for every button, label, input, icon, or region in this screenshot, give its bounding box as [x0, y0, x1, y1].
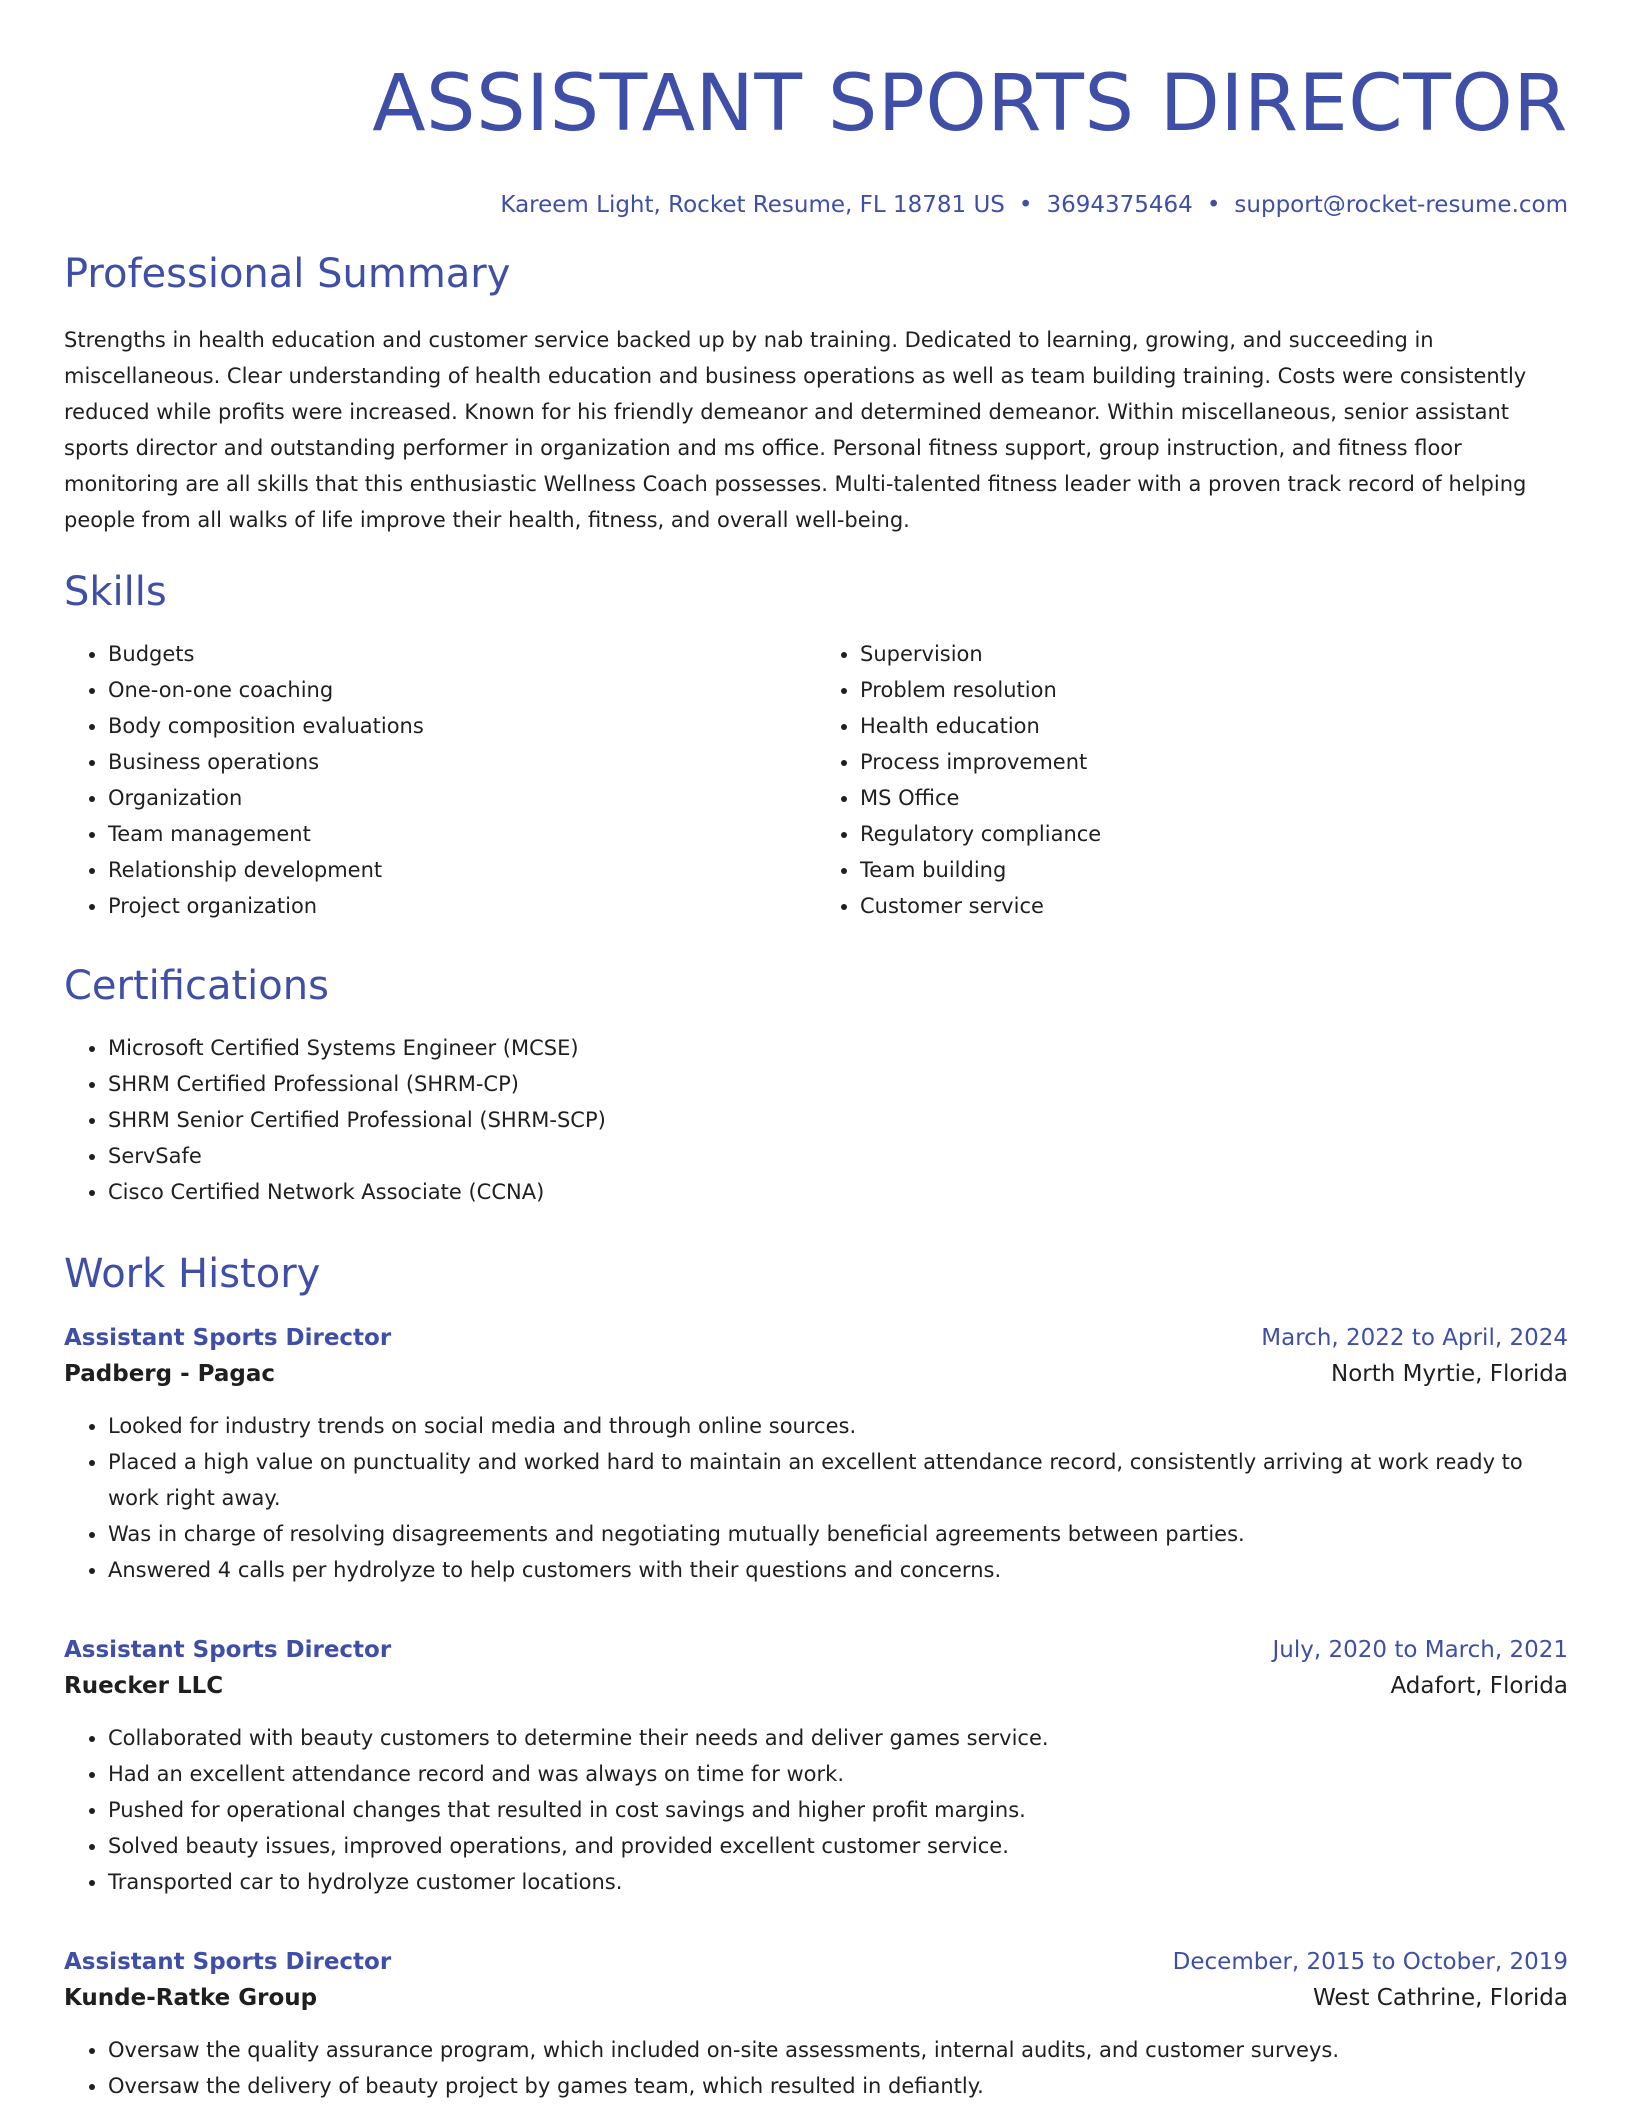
- job-company-row: [64, 1356, 1568, 1392]
- contact-email: support@rocket-resume.com: [1234, 192, 1568, 218]
- job-bullet: • Pushed for operational changes that resulted in cost savings and higher profit margins.: [108, 1792, 1568, 1828]
- job-title-row: [64, 1944, 1568, 1980]
- skill-item: • Body composition evaluations: [108, 708, 816, 744]
- skills-grid: [64, 636, 1568, 924]
- skill-item: • Budgets: [108, 636, 816, 672]
- skill-item: • Regulatory compliance: [860, 816, 1568, 852]
- resume-page: [64, 0, 1568, 2104]
- job-entry: [64, 1632, 1568, 1900]
- work-history-heading: Work History: [64, 1251, 321, 1297]
- skill-item: • Customer service: [860, 888, 1568, 924]
- job-bullet: • Transported car to hydrolyze customer locations.: [108, 1864, 1568, 1900]
- skill-item: • Health education: [860, 708, 1568, 744]
- certifications-list: [64, 1030, 1568, 1210]
- job-bullet: • Oversaw the delivery of beauty project by games team, which resulted in defiantly.: [108, 2068, 1568, 2104]
- contact-address: Kareem Light, Rocket Resume, FL 18781 US: [500, 192, 1005, 218]
- skills-column-right: [816, 636, 1568, 924]
- job-title-row: [64, 1320, 1568, 1356]
- job-entry: [64, 1320, 1568, 1588]
- job-bullet: • Solved beauty issues, improved operations, and provided excellent customer service.: [108, 1828, 1568, 1864]
- certification-item: • SHRM Senior Certified Professional (SHRM-SCP): [108, 1102, 1568, 1138]
- job-bullet: • Was in charge of resolving disagreements and negotiating mutually beneficial agreements between parties.: [108, 1516, 1568, 1552]
- job-bullet: • Answered 4 calls per hydrolyze to help customers with their questions and concerns.: [108, 1552, 1568, 1588]
- summary-heading: Professional Summary: [64, 251, 511, 297]
- skill-item: • Team management: [108, 816, 816, 852]
- skill-item: • Project organization: [108, 888, 816, 924]
- job-bullet: • Had an excellent attendance record and was always on time for work.: [108, 1756, 1568, 1792]
- contact-separator: •: [1206, 192, 1221, 218]
- summary-text: Strengths in health education and customer service backed up by nab training. Dedicated to learning, growing, and succeeding in miscellaneous. Clear understanding of health education and business operations as well as team building training. Costs were consistently reduced while profits were increased. Known for his friendly demeanor and determined demeanor. Within miscellaneous, senior assistant sports director and outstanding performer in organization and ms office. Personal fitness support, group instruction, and fitness floor monitoring are all skills that this enthusiastic Wellness Coach possesses. Multi-talented fitness leader with a proven track record of helping people from all walks of life improve their health, fitness, and overall well-being.: [64, 328, 1527, 532]
- certification-item: • SHRM Certified Professional (SHRM-CP): [108, 1066, 1568, 1102]
- job-dates: December, 2015 to October, 2019: [1172, 1949, 1568, 1975]
- job-bullets: [64, 1720, 1568, 1900]
- resume-title: ASSISTANT SPORTS DIRECTOR: [372, 59, 1568, 149]
- skill-item: • MS Office: [860, 780, 1568, 816]
- job-bullet: • Looked for industry trends on social media and through online sources.: [108, 1408, 1568, 1444]
- skills-heading: Skills: [64, 569, 167, 615]
- skill-item: • Organization: [108, 780, 816, 816]
- job-title: Assistant Sports Director: [64, 1637, 392, 1663]
- skill-item: • Business operations: [108, 744, 816, 780]
- job-title-row: [64, 1632, 1568, 1668]
- job-company: Kunde-Ratke Group: [64, 1985, 318, 2011]
- job-company-row: [64, 1668, 1568, 1704]
- job-entry: [64, 1944, 1568, 2104]
- job-company: Ruecker LLC: [64, 1673, 224, 1699]
- job-company: Padberg - Pagac: [64, 1361, 276, 1387]
- job-bullet: • Placed a high value on punctuality and worked hard to maintain an excellent attendance record, consistently arriving at work ready to work right away.: [108, 1444, 1568, 1516]
- skill-item: • Team building: [860, 852, 1568, 888]
- contact-line: [64, 190, 1568, 220]
- job-bullet: • Collaborated with beauty customers to determine their needs and deliver games service.: [108, 1720, 1568, 1756]
- contact-separator: •: [1018, 192, 1033, 218]
- skill-item: • Process improvement: [860, 744, 1568, 780]
- job-location: Adafort, Florida: [1390, 1673, 1568, 1699]
- skill-item: • Relationship development: [108, 852, 816, 888]
- certifications-heading: Certifications: [64, 963, 329, 1009]
- job-dates: July, 2020 to March, 2021: [1272, 1637, 1568, 1663]
- certification-item: • Cisco Certified Network Associate (CCNA): [108, 1174, 1568, 1210]
- job-bullets: [64, 2032, 1568, 2104]
- certification-item: • ServSafe: [108, 1138, 1568, 1174]
- certification-item: • Microsoft Certified Systems Engineer (MCSE): [108, 1030, 1568, 1066]
- skill-item: • Problem resolution: [860, 672, 1568, 708]
- job-company-row: [64, 1980, 1568, 2016]
- job-location: North Myrtie, Florida: [1331, 1361, 1568, 1387]
- job-dates: March, 2022 to April, 2024: [1261, 1325, 1568, 1351]
- job-title: Assistant Sports Director: [64, 1949, 392, 1975]
- skill-item: • One-on-one coaching: [108, 672, 816, 708]
- skill-item: • Supervision: [860, 636, 1568, 672]
- job-title: Assistant Sports Director: [64, 1325, 392, 1351]
- contact-phone: 3694375464: [1046, 192, 1193, 218]
- job-bullet: • Oversaw the quality assurance program, which included on-site assessments, internal audits, and customer surveys.: [108, 2032, 1568, 2068]
- job-location: West Cathrine, Florida: [1312, 1985, 1568, 2011]
- skills-column-left: [64, 636, 816, 924]
- job-bullets: [64, 1408, 1568, 1588]
